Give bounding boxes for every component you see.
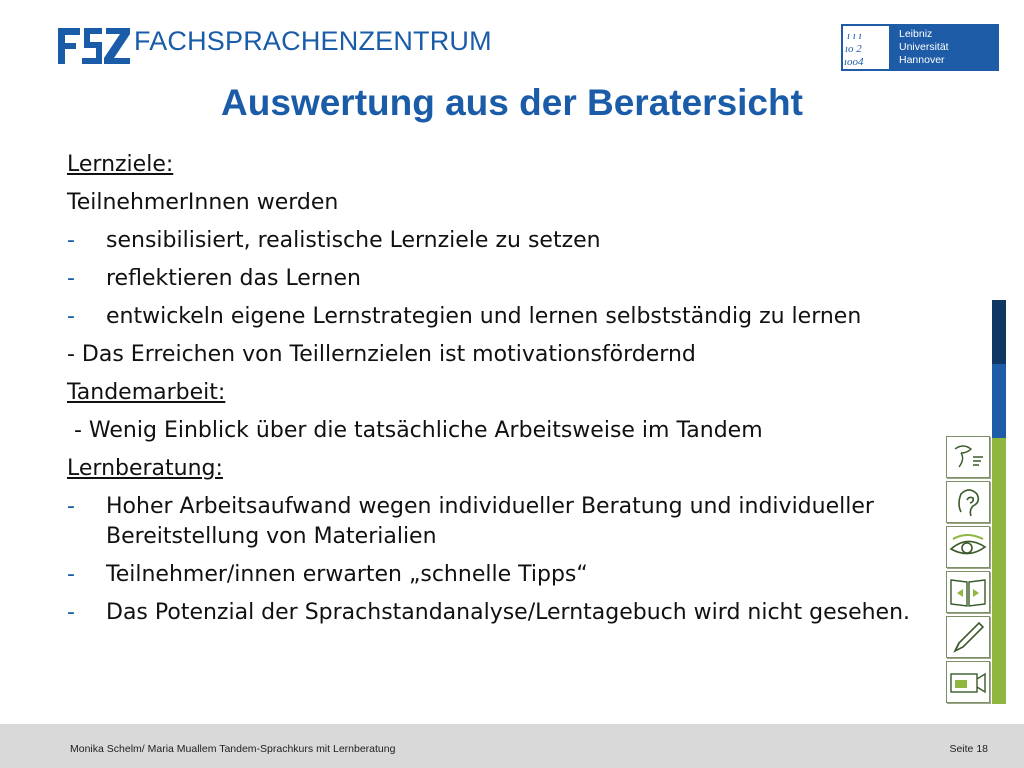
lernziele-heading: Lernziele: — [67, 152, 174, 177]
lernziele-intro: TeilnehmerInnen werden — [67, 190, 339, 215]
bullet-text: Hoher Arbeitsaufwand wegen individueller Beratung und individueller Bereitstellung von Materialien — [106, 494, 874, 549]
list-item — [67, 264, 987, 294]
bullet-text: Teilnehmer/innen erwarten „schnelle Tipps“ — [106, 562, 588, 587]
stripe-dark — [992, 300, 1006, 364]
university-logo — [841, 24, 999, 71]
tandem-note: - Wenig Einblick über die tatsächliche Arbeitsweise im Tandem — [67, 418, 763, 443]
university-line-2: Universität — [899, 41, 949, 53]
bullet-dash: - — [67, 228, 75, 253]
lernziele-note: - Das Erreichen von Teillernzielen ist motivationsfördernd — [67, 342, 696, 367]
fsz-logo — [58, 24, 492, 68]
beratung-heading: Lernberatung: — [67, 456, 223, 481]
bullet-dash: - — [67, 600, 75, 625]
page-number: Seite 18 — [949, 743, 988, 755]
svg-text:ı ı ı: ı ı ı — [847, 30, 862, 42]
bullet-text: entwickeln eigene Lernstrategien und lernen selbstständig zu lernen — [106, 304, 862, 329]
bullet-dash: - — [67, 304, 75, 329]
eye-icon — [946, 526, 990, 568]
org-name: FACHSPRACHENZENTRUM — [134, 26, 492, 56]
video-camera-icon — [946, 661, 990, 703]
svg-text:ıoo4: ıoo4 — [844, 56, 864, 68]
bullet-text: reflektieren das Lernen — [106, 266, 361, 291]
list-item — [67, 560, 987, 590]
fsz-logo-mark — [58, 24, 132, 68]
ear-icon — [946, 481, 990, 523]
university-logo-text — [899, 28, 949, 67]
bullet-dash: - — [67, 562, 75, 587]
list-item — [67, 302, 986, 332]
list-item — [67, 598, 936, 628]
book-arrows-icon — [946, 571, 990, 613]
footer — [0, 724, 1024, 768]
slide-title: Auswertung aus der Beratersicht — [221, 82, 803, 123]
slide-body — [67, 150, 987, 628]
bullet-dash: - — [67, 494, 75, 519]
university-line-1: Leibniz — [899, 28, 933, 40]
bullet-text: sensibilisiert, realistische Lernziele zu setzen — [106, 228, 601, 253]
tandem-heading: Tandemarbeit: — [67, 380, 226, 405]
stripe-blue — [992, 364, 1006, 438]
university-line-3: Hannover — [899, 54, 945, 66]
bullet-dash: - — [67, 266, 75, 291]
footer-authors: Monika Schelm/ Maria Muallem Tandem-Sprachkurs mit Lernberatung — [70, 743, 396, 755]
svg-text:ıo 2: ıo 2 — [845, 43, 862, 55]
speaking-icon — [946, 436, 990, 478]
list-item — [67, 226, 987, 256]
bullet-text: Das Potenzial der Sprachstandanalyse/Lerntagebuch wird nicht gesehen. — [106, 600, 911, 625]
list-item — [67, 492, 936, 552]
stripe-green — [992, 438, 1006, 704]
university-logo-mark — [843, 26, 889, 69]
pen-icon — [946, 616, 990, 658]
